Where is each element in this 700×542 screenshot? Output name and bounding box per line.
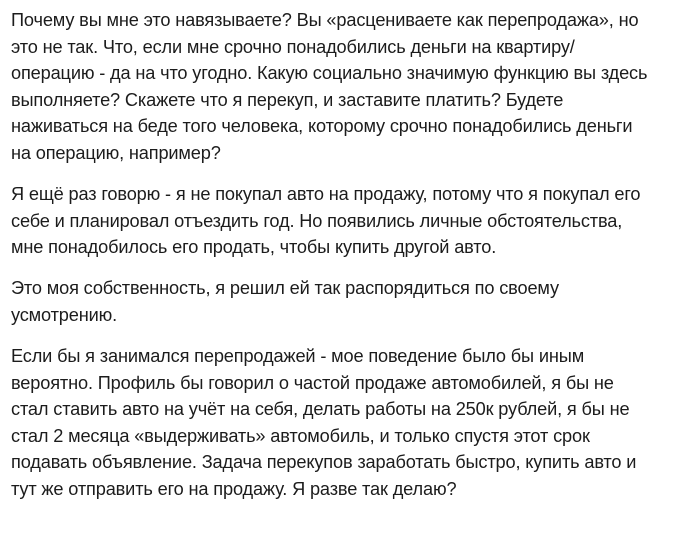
paragraph-3 <box>11 275 695 328</box>
text-line: Я ещё раз говорю - я не покупал авто на продажу, потому что я покупал его <box>11 184 641 205</box>
paragraph-2 <box>11 181 695 261</box>
text-line: вероятно. Профиль бы говорил о частой продаже автомобилей, я бы не <box>11 372 614 393</box>
text-line: Если бы я занимался перепродажей - мое поведение было бы иным <box>11 346 585 367</box>
text-line: Это моя собственность, я решил ей так распорядиться по своему <box>11 278 559 299</box>
text-line: стал ставить авто на учёт на себя, делать работы на 250к рублей, я бы не <box>11 399 630 420</box>
text-line: усмотрению. <box>11 304 118 325</box>
text-line: операцию - да на что угодно. Какую социально значимую функцию вы здесь <box>11 63 648 84</box>
text-line: подавать объявление. Задача перекупов заработать быстро, купить авто и <box>11 452 637 473</box>
text-line: на операцию, например? <box>11 142 221 163</box>
paragraph-1 <box>11 7 695 167</box>
text-line: это не так. Что, если мне срочно понадобились деньги на квартиру/ <box>11 36 575 57</box>
text-line: выполняете? Скажете что я перекуп, и заставите платить? Будете <box>11 89 564 110</box>
text-line: стал 2 месяца «выдерживать» автомобиль, и только спустя этот срок <box>11 425 590 446</box>
message-text <box>11 7 695 517</box>
text-line: себе и планировал отъездить год. Но появились личные обстоятельства, <box>11 210 623 231</box>
text-line: наживаться на беде того человека, которому срочно понадобились деньги <box>11 116 633 137</box>
text-line: тут же отправить его на продажу. Я разве так делаю? <box>11 479 457 499</box>
paragraph-4 <box>11 343 695 503</box>
text-line: Почему вы мне это навязываете? Вы «расцениваете как перепродажа», но <box>11 10 639 30</box>
text-line: мне понадобилось его продать, чтобы купить другой авто. <box>11 237 497 258</box>
